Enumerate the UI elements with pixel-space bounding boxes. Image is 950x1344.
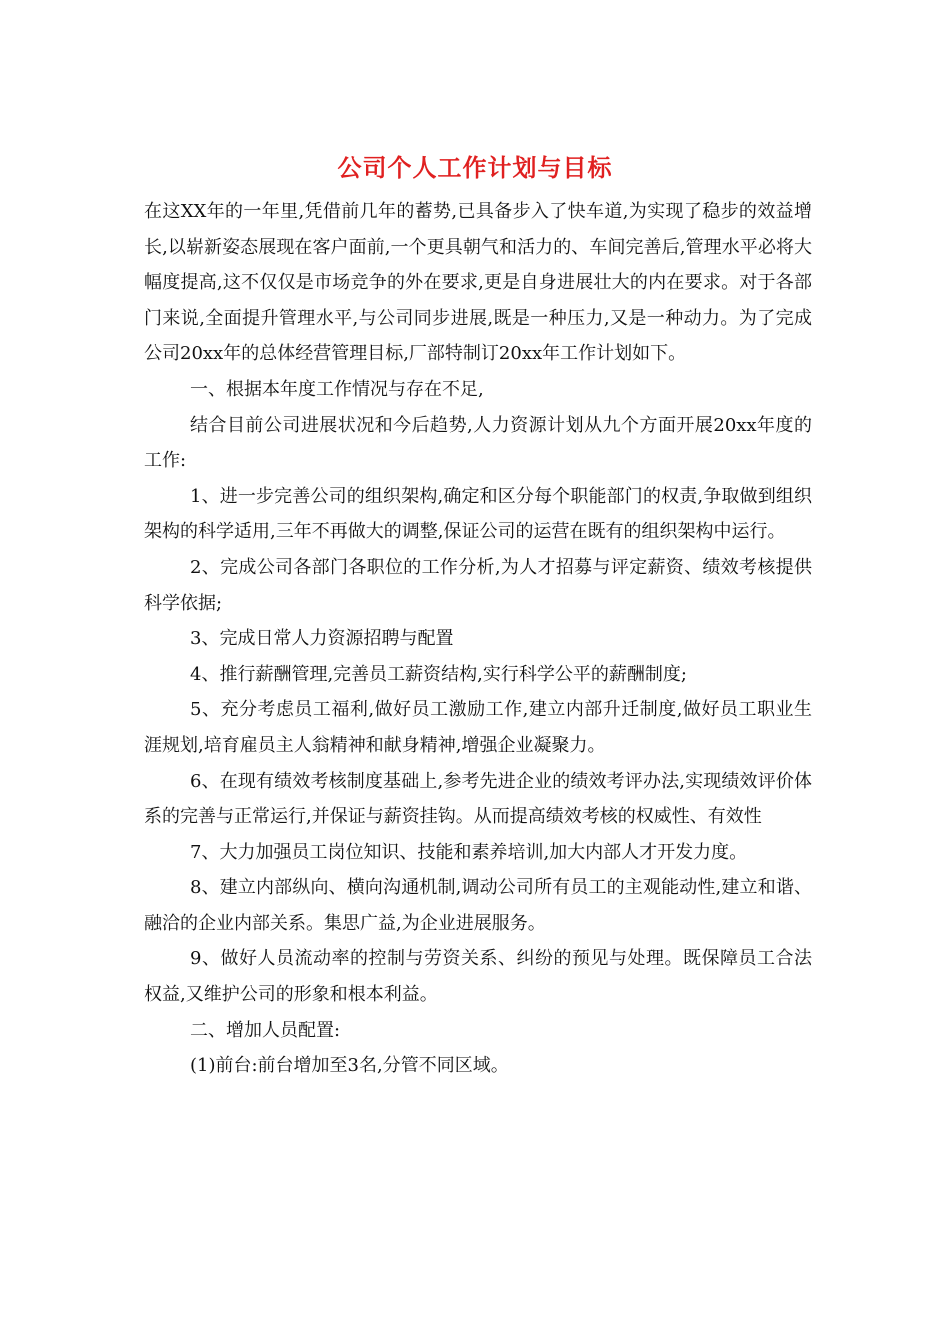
list-item-1: 1、进一步完善公司的组织架构,确定和区分每个职能部门的权责,争取做到组织架构的科学适用,三年不再做大的调整,保证公司的运营在既有的组织架构中运行。 xyxy=(144,485,812,543)
paragraph-intro: 在这XX年的一年里,凭借前几年的蓄势,已具备步入了快车道,为实现了稳步的效益增长,以崭新姿态展现在客户面前,一个更具朝气和活力的、车间完善后,管理水平必将大幅度提高,这不仅仅是市场竞争的外在要求,更是自身进展壮大的内在要求。对于各部门来说,全面提升管理水平,与公司同步进展,既是一种压力,又是一种动力。为了完成公司20xx年的总体经营管理目标,厂部特制订20xx年工作计划如下。 xyxy=(144,201,812,365)
document-body xyxy=(144,194,812,1084)
list-item-4: 4、推行薪酬管理,完善员工薪资结构,实行科学公平的薪酬制度; xyxy=(190,663,687,685)
list-item-5: 5、充分考虑员工福利,做好员工激励工作,建立内部升迁制度,做好员工职业生涯规划,培育雇员主人翁精神和献身精神,增强企业凝聚力。 xyxy=(144,699,812,756)
paragraph-section-2-item-1: (1)前台:前台增加至3名,分管不同区域。 xyxy=(190,1055,509,1077)
list-item-2: 2、完成公司各部门各职位的工作分析,为人才招募与评定薪资、绩效考核提供科学依据; xyxy=(144,556,812,614)
list-item-6: 6、在现有绩效考核制度基础上,参考先进企业的绩效考评办法,实现绩效评价体系的完善与正常运行,并保证与薪资挂钩。从而提高绩效考核的权威性、有效性 xyxy=(144,770,812,828)
list-item-8: 8、建立内部纵向、横向沟通机制,调动公司所有员工的主观能动性,建立和谐、融洽的企业内部关系。集思广益,为企业进展服务。 xyxy=(144,877,812,934)
list-item-9: 9、做好人员流动率的控制与劳资关系、纠纷的预见与处理。既保障员工合法权益,又维护公司的形象和根本利益。 xyxy=(144,948,812,1006)
paragraph-section-2-heading: 二、增加人员配置: xyxy=(190,1019,341,1041)
paragraph-section-1-lead: 结合目前公司进展状况和今后趋势,人力资源计划从九个方面开展20xx年度的工作: xyxy=(144,414,812,472)
list-item-3: 3、完成日常人力资源招聘与配置 xyxy=(190,628,454,650)
paragraph-section-1-heading: 一、根据本年度工作情况与存在不足, xyxy=(190,378,484,400)
document-title: 公司个人工作计划与目标 xyxy=(337,153,613,182)
list-item-7: 7、大力加强员工岗位知识、技能和素养培训,加大内部人才开发力度。 xyxy=(190,841,748,863)
